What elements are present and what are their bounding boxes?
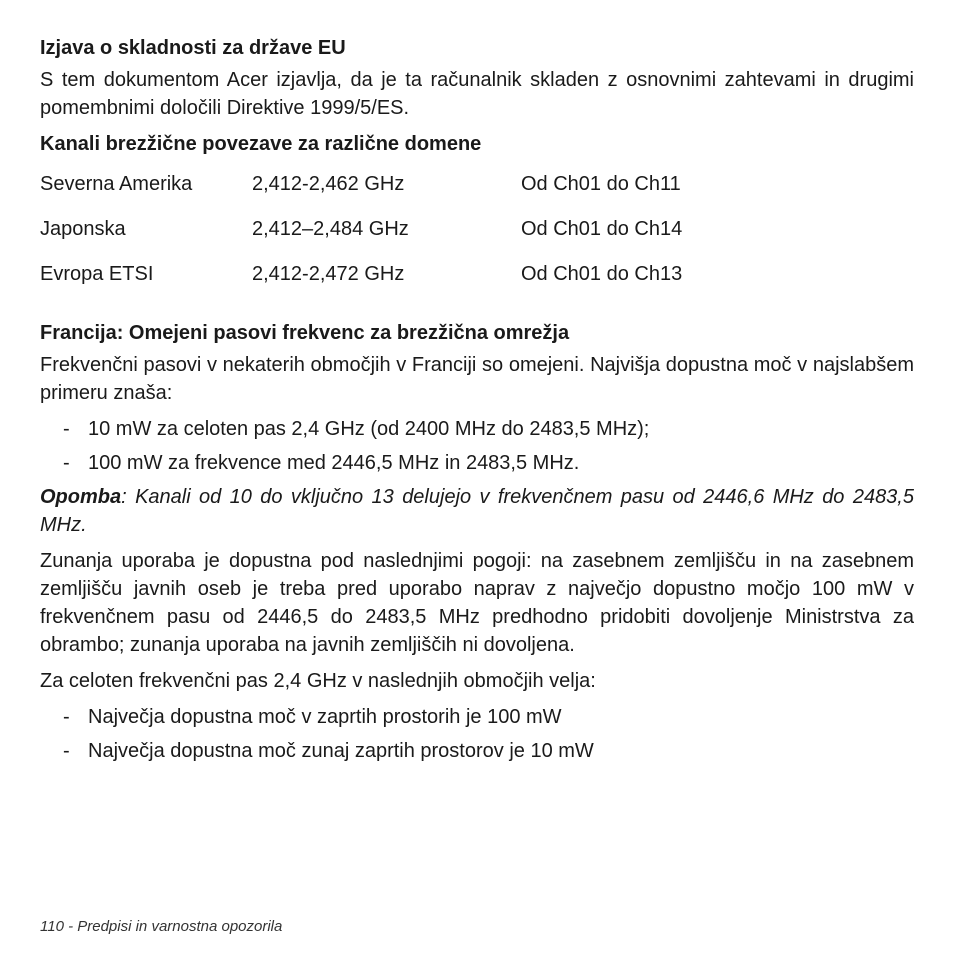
list-dash: -: [63, 418, 70, 440]
note-text: : Kanali od 10 do vključno 13 delujejo v frekvenčnem pasu od 2446,6 MHz do 2483,5 MHz.: [40, 486, 914, 536]
list-dash: -: [63, 706, 70, 728]
channels-heading: Kanali brezžične povezave za različne domene: [40, 133, 482, 155]
frequency-cell: 2,412-2,472 GHz: [252, 263, 405, 285]
list-item: [40, 703, 914, 731]
eu-conformity-heading: Izjava o skladnosti za države EU: [40, 37, 346, 59]
france-heading: Francija: Omejeni pasovi frekvenc za brezžična omrežja: [40, 322, 570, 344]
power-limits-list: [40, 415, 914, 477]
list-item-text: 100 mW za frekvence med 2446,5 MHz in 2483,5 MHz.: [88, 452, 580, 474]
table-row: [40, 215, 914, 260]
region-cell: Japonska: [40, 218, 126, 240]
band-limits-list: [40, 703, 914, 765]
channels-cell: Od Ch01 do Ch11: [521, 173, 681, 195]
note-paragraph: [40, 483, 914, 539]
list-dash: -: [63, 740, 70, 762]
table-row: [40, 170, 914, 215]
channels-cell: Od Ch01 do Ch14: [521, 218, 683, 240]
document-page: [40, 34, 914, 771]
whole-band-text: Za celoten frekvenčni pas 2,4 GHz v naslednjih območjih velja:: [40, 670, 596, 692]
region-cell: Severna Amerika: [40, 173, 193, 195]
channels-table: [40, 170, 914, 305]
list-dash: -: [63, 452, 70, 474]
list-item-text: 10 mW za celoten pas 2,4 GHz (od 2400 MHz do 2483,5 MHz);: [88, 418, 650, 440]
list-item: [40, 449, 914, 477]
list-item-text: Največja dopustna moč v zaprtih prostorih je 100 mW: [88, 706, 562, 728]
outdoor-use-text: Zunanja uporaba je dopustna pod naslednjimi pogoji: na zasebnem zemljišču in na zasebnem zemljišču javnih oseb je treba pred uporabo naprav z največjo dopustno močjo 100 mW v frekvenčnem pasu od 2446,5 do 2483,5 MHz predhodno pridobiti dovoljenje Ministrstva za obrambo; zunanja uporaba na javnih zemljiščih ni dovoljena.: [40, 550, 914, 656]
frequency-cell: 2,412-2,462 GHz: [252, 173, 405, 195]
channels-cell: Od Ch01 do Ch13: [521, 263, 683, 285]
list-item: [40, 737, 914, 765]
table-row: [40, 260, 914, 305]
list-item-text: Največja dopustna moč zunaj zaprtih prostorov je 10 mW: [88, 740, 594, 762]
eu-conformity-text: S tem dokumentom Acer izjavlja, da je ta računalnik skladen z osnovnimi zahtevami in drugimi pomembnimi določili Direktive 1999/5/ES.: [40, 69, 914, 119]
france-intro: Frekvenčni pasovi v nekaterih območjih v Franciji so omejeni. Najvišja dopustna moč v najslabšem primeru znaša:: [40, 354, 914, 404]
frequency-cell: 2,412–2,484 GHz: [252, 218, 409, 240]
page-footer: 110 - Predpisi in varnostna opozorila: [40, 918, 283, 935]
list-item: [40, 415, 914, 443]
note-label: Opomba: [40, 486, 122, 508]
region-cell: Evropa ETSI: [40, 263, 154, 285]
